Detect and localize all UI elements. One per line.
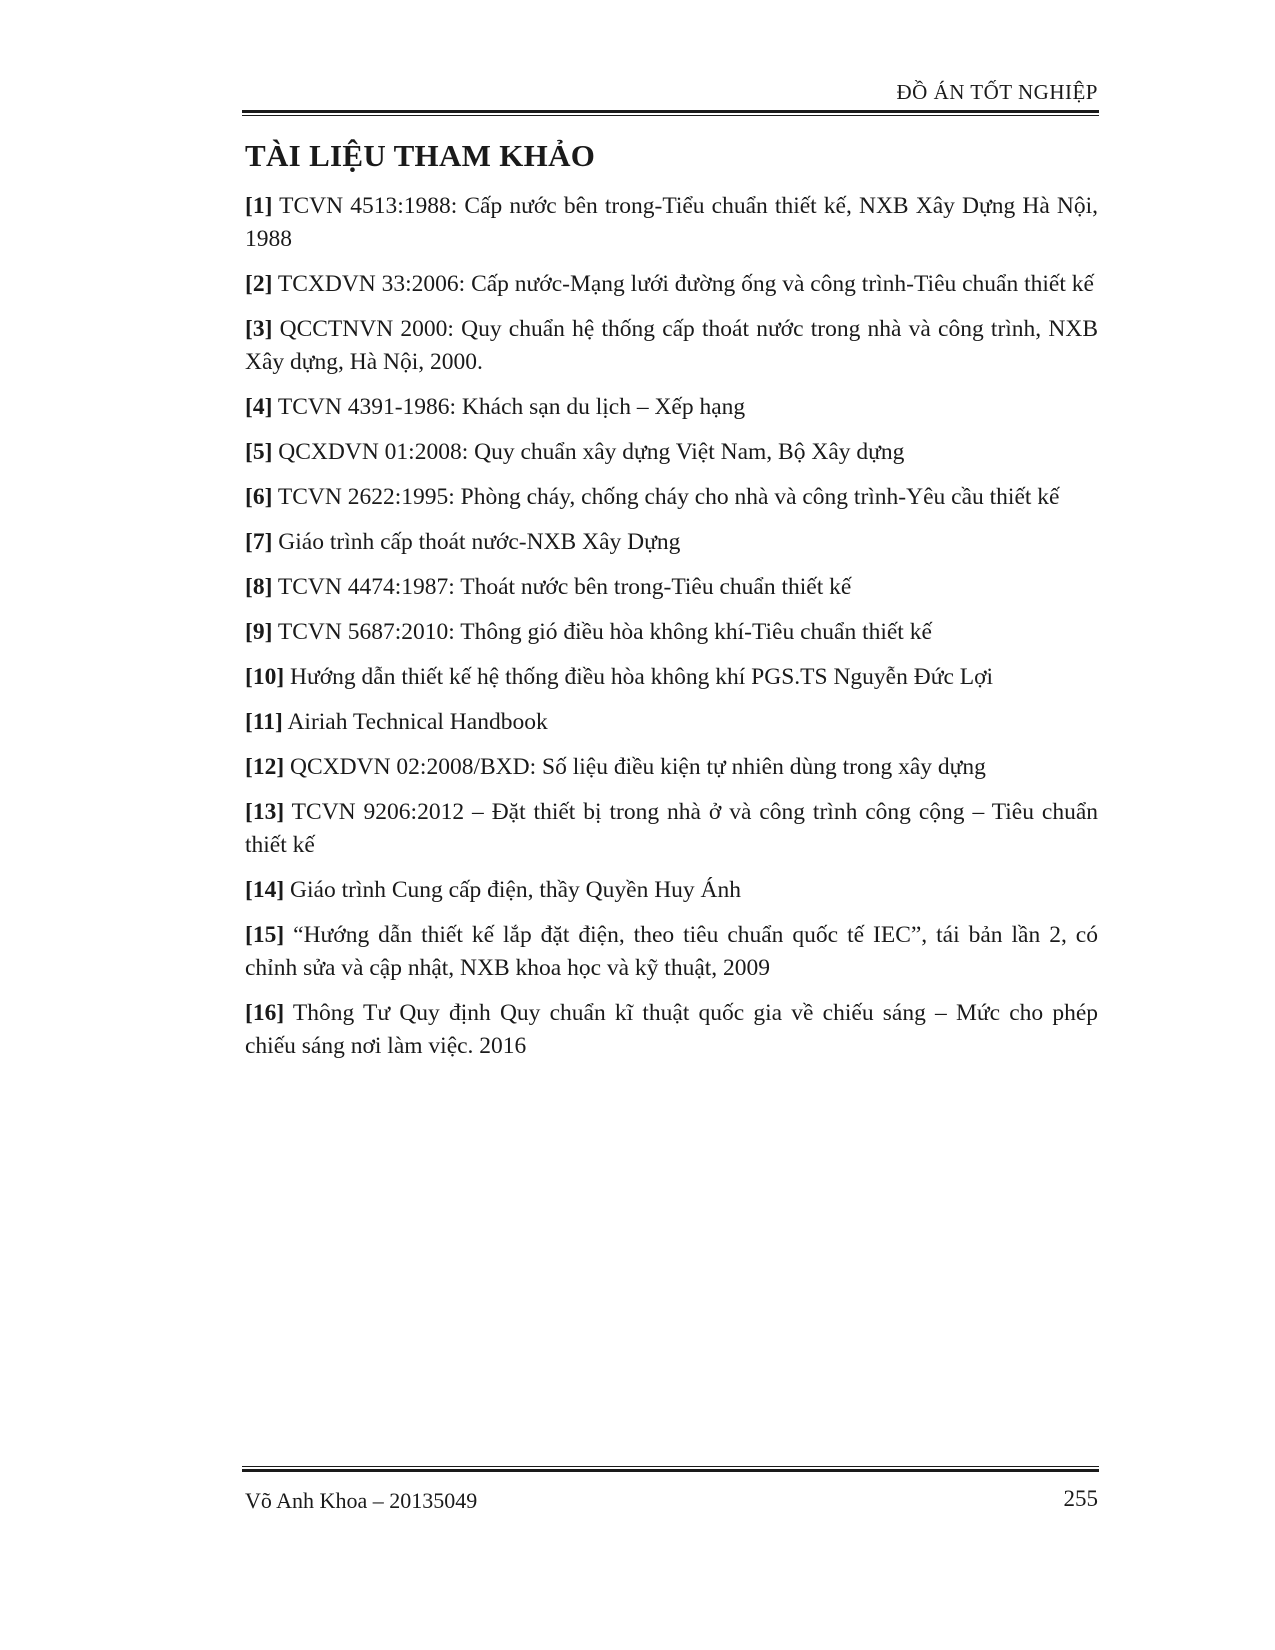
- reference-number: [14]: [245, 877, 285, 903]
- reference-item: [245, 997, 1098, 1063]
- reference-number: [12]: [245, 754, 285, 780]
- reference-text: TCVN 9206:2012 – Đặt thiết bị trong nhà ở và công trình công cộng – Tiêu chuẩn thiết kế: [245, 799, 1098, 858]
- reference-text: TCVN 4391-1986: Khách sạn du lịch – Xếp hạng: [272, 394, 746, 420]
- reference-number: [9]: [245, 619, 273, 645]
- footer-rule-thin: [242, 1466, 1099, 1467]
- reference-text: Thông Tư Quy định Quy chuẩn kĩ thuật quốc gia về chiếu sáng – Mức cho phép chiếu sáng nơi làm việc. 2016: [245, 1000, 1098, 1059]
- reference-item: [245, 481, 1098, 514]
- reference-item: [245, 190, 1098, 256]
- reference-item: [245, 268, 1098, 301]
- reference-item: [245, 391, 1098, 424]
- reference-number: [2]: [245, 271, 273, 297]
- reference-number: [5]: [245, 439, 273, 465]
- footer-author: Võ Anh Khoa – 20135049: [245, 1488, 478, 1513]
- reference-number: [15]: [245, 922, 285, 948]
- reference-item: [245, 751, 1098, 784]
- reference-item: [245, 706, 1098, 739]
- reference-number: [16]: [245, 1000, 285, 1026]
- reference-number: [11]: [245, 709, 283, 735]
- reference-item: [245, 571, 1098, 604]
- reference-list: [245, 190, 1098, 1063]
- running-header-title: ĐỒ ÁN TỐT NGHIỆP: [896, 80, 1098, 104]
- reference-item: [245, 919, 1098, 985]
- reference-number: [8]: [245, 574, 273, 600]
- reference-text: TCVN 5687:2010: Thông gió điều hòa không khí-Tiêu chuẩn thiết kế: [272, 619, 932, 645]
- reference-text: QCCTNVN 2000: Quy chuẩn hệ thống cấp thoát nước trong nhà và công trình, NXB Xây dựng, Hà Nội, 2000.: [245, 316, 1098, 375]
- reference-number: [10]: [245, 664, 285, 690]
- main-content: [245, 138, 1098, 1075]
- footer-rule-thick: [242, 1469, 1099, 1472]
- reference-text: TCXDVN 33:2006: Cấp nước-Mạng lưới đường ống và công trình-Tiêu chuẩn thiết kế: [272, 271, 1094, 297]
- reference-item: [245, 526, 1098, 559]
- reference-text: TCVN 2622:1995: Phòng cháy, chống cháy cho nhà và công trình-Yêu cầu thiết kế: [272, 484, 1060, 510]
- header-rule: [242, 110, 1099, 116]
- reference-text: QCXDVN 02:2008/BXD: Số liệu điều kiện tự nhiên dùng trong xây dựng: [284, 754, 986, 780]
- reference-item: [245, 874, 1098, 907]
- reference-text: Hướng dẫn thiết kế hệ thống điều hòa không khí PGS.TS Nguyễn Đức Lợi: [284, 664, 994, 690]
- footer-rule: [242, 1466, 1099, 1472]
- reference-item: [245, 661, 1098, 694]
- header-rule-thin: [242, 115, 1099, 116]
- reference-number: [1]: [245, 193, 273, 219]
- reference-item: [245, 796, 1098, 862]
- reference-text: TCVN 4513:1988: Cấp nước bên trong-Tiểu chuẩn thiết kế, NXB Xây Dựng Hà Nội, 1988: [245, 193, 1098, 252]
- page-title: TÀI LIỆU THAM KHẢO: [245, 138, 596, 173]
- reference-item: [245, 436, 1098, 469]
- reference-text: “Hướng dẫn thiết kế lắp đặt điện, theo tiêu chuẩn quốc tế IEC”, tái bản lần 2, có chỉnh sửa và cập nhật, NXB khoa học và kỹ thuật, 2009: [245, 922, 1098, 981]
- reference-text: Giáo trình Cung cấp điện, thầy Quyền Huy Ánh: [284, 877, 742, 903]
- reference-text: Airiah Technical Handbook: [282, 709, 548, 735]
- reference-item: [245, 616, 1098, 649]
- reference-text: TCVN 4474:1987: Thoát nước bên trong-Tiêu chuẩn thiết kế: [272, 574, 852, 600]
- reference-number: [3]: [245, 316, 273, 342]
- reference-number: [6]: [245, 484, 273, 510]
- page-number: 255: [1063, 1486, 1098, 1511]
- reference-number: [4]: [245, 394, 273, 420]
- reference-item: [245, 313, 1098, 379]
- reference-number: [7]: [245, 529, 273, 555]
- reference-text: QCXDVN 01:2008: Quy chuẩn xây dựng Việt Nam, Bộ Xây dựng: [272, 439, 905, 465]
- header-rule-thick: [242, 110, 1099, 113]
- reference-text: Giáo trình cấp thoát nước-NXB Xây Dựng: [272, 529, 681, 555]
- reference-number: [13]: [245, 799, 285, 825]
